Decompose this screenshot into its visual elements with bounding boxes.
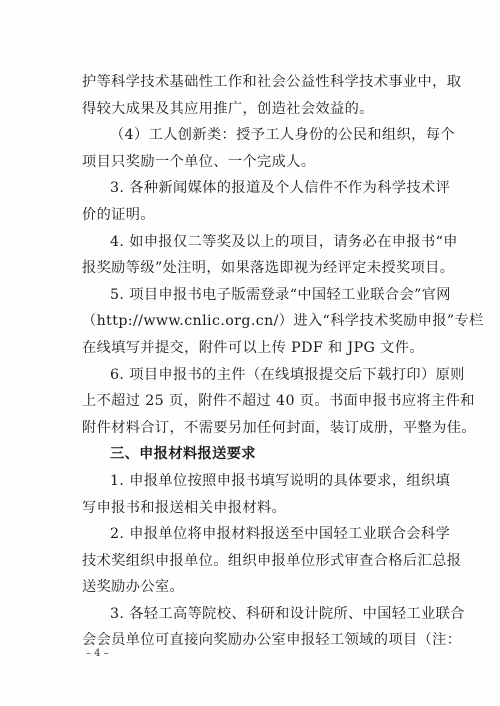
text-line: （4）工人创新类：授予工人身份的公民和组织，每个 xyxy=(110,127,455,144)
text-line: 会会员单位可直接向奖励办公室申报轻工领域的项目（注： xyxy=(82,632,462,649)
text-line: 上不超过 25 页，附件不超过 40 页。书面申报书应将主件和 xyxy=(82,393,475,410)
text-line: 项目只奖励一个单位、一个完成人。 xyxy=(82,153,316,170)
text-line: 附件材料合订，不需要另加任何封面，装订成册，平整为佳。 xyxy=(82,419,476,436)
text-line: 3. 各轻工高等院校、科研和设计院所、中国轻工业联合 xyxy=(110,605,465,622)
text-line: 写申报书和报送相关申报材料。 xyxy=(82,499,287,516)
text-line: 4. 如申报仅二等奖及以上的项目，请务必在申报书“申 xyxy=(110,233,458,250)
text-line: 护等科学技术基础性工作和社会公益性科学技术事业中，取 xyxy=(82,74,462,90)
text-line: 报奖励等级”处注明，如果落选即视为经评定未授奖项目。 xyxy=(82,260,455,277)
text-line: 得较大成果及其应用推广，创造社会效益的。 xyxy=(82,100,374,117)
text-line: 6. 项目申报书的主件（在线填报提交后下载打印）原则 xyxy=(110,366,465,383)
section-heading: 三、申报材料报送要求 xyxy=(110,446,256,463)
text-line: 价的证明。 xyxy=(82,206,155,223)
document-body xyxy=(82,69,484,654)
text-line: 送奖励办公室。 xyxy=(82,579,185,596)
text-line: 2. 申报单位将申报材料报送至中国轻工业联合会科学 xyxy=(110,526,451,543)
text-line: 3. 各种新闻媒体的报道及个人信件不作为科学技术评 xyxy=(110,180,451,197)
text-line: 5. 项目申报书电子版需登录“中国轻工业联合会”官网 xyxy=(110,286,451,303)
text-line: 1. 申报单位按照申报书填写说明的具体要求，组织填 xyxy=(110,472,451,489)
page-number: – 4 – xyxy=(86,648,109,659)
text-line: （http://www.cnlic.org.cn/）进入“科学技术奖励申报”专栏 xyxy=(82,313,484,330)
text-line: 技术奖组织申报单位。组织申报单位形式审查合格后汇总报 xyxy=(82,552,462,569)
text-line: 在线填写并提交，附件可以上传 PDF 和 JPG 文件。 xyxy=(82,339,424,356)
